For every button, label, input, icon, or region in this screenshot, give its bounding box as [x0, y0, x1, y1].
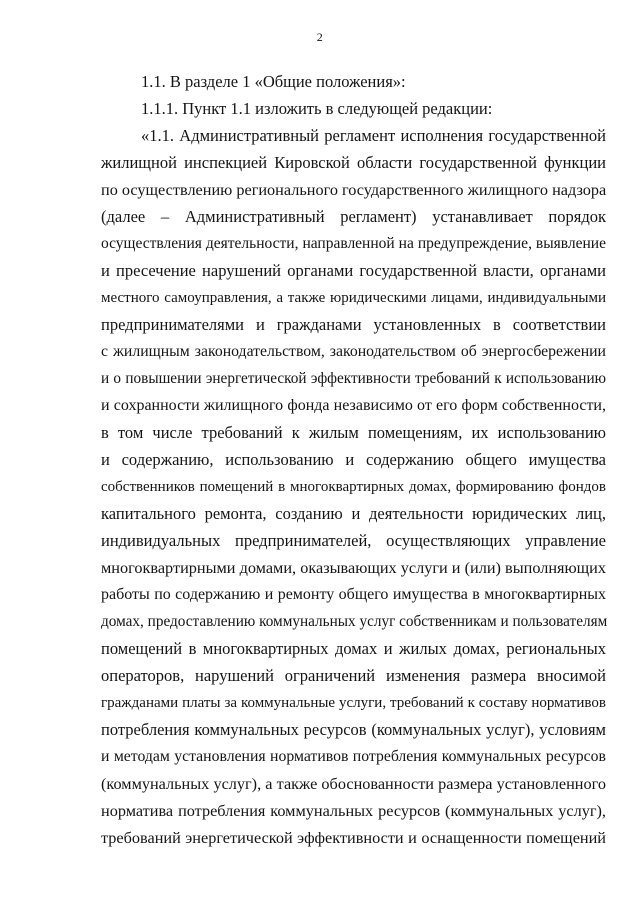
paragraph-line: операторов, нарушений ограничений изменения размера вносимой	[101, 666, 606, 685]
page-number: 2	[316, 30, 324, 44]
paragraph-line: жилищной инспекцией Кировской области государственной функции	[101, 153, 606, 172]
paragraph-line: и пресечение нарушений органами государственной власти, органами	[101, 261, 606, 280]
section-heading: 1.1. В разделе 1 «Общие положения»:	[141, 72, 406, 91]
paragraph-line: по осуществлению регионального государственного жилищного надзора	[101, 181, 607, 199]
paragraph-line: с жилищным законодательством, законодательством об энергосбережении	[101, 343, 606, 360]
paragraph-line: помещений в многоквартирных домах и жилых домах, региональных	[101, 639, 606, 658]
paragraph-line: норматива потребления коммунальных ресурсов (коммунальных услуг),	[101, 802, 606, 820]
paragraph-line: капитального ремонта, созданию и деятельности юридических лиц,	[101, 504, 606, 523]
paragraph-line: и содержанию, использованию и содержанию общего имущества	[101, 450, 606, 469]
paragraph-line: (коммунальных услуг), а также обоснованности размера установленного	[101, 775, 606, 793]
paragraph-line: и о повышении энергетической эффективности требований к использованию	[101, 370, 606, 387]
paragraph-line: местного самоуправления, а также юридическими лицами, индивидуальными	[101, 290, 606, 306]
paragraph-line: потребления коммунальных ресурсов (коммунальных услуг), условиям	[101, 720, 606, 739]
paragraph-line: и методам установления нормативов потребления коммунальных ресурсов	[101, 748, 606, 765]
paragraph-line: предпринимателями и гражданами установленных в соответствии	[101, 315, 606, 334]
paragraph-line: домах, предоставлению коммунальных услуг собственникам и пользователям	[101, 613, 608, 630]
paragraph-line: требований энергетической эффективности и оснащенности помещений	[101, 829, 606, 847]
paragraph-line: в том числе требований к жилым помещениям, их использованию	[101, 423, 606, 442]
paragraph-line: работы по содержанию и ремонту общего имущества в многоквартирных	[101, 586, 606, 603]
paragraph-line: многоквартирными домами, оказывающих услуги и (или) выполняющих	[101, 559, 606, 577]
paragraph-line: (далее – Административный регламент) устанавливает порядок	[101, 207, 606, 226]
paragraph-line: «1.1. Административный регламент исполнения государственной	[141, 126, 606, 145]
paragraph-line: индивидуальных предпринимателей, осуществляющих управление	[101, 531, 606, 550]
paragraph-line: и сохранности жилищного фонда независимо от его форм собственности,	[101, 397, 606, 414]
paragraph-line: осуществления деятельности, направленной на предупреждение, выявление	[101, 235, 606, 252]
subsection-heading: 1.1.1. Пункт 1.1 изложить в следующей редакции:	[141, 99, 493, 118]
paragraph-line: гражданами платы за коммунальные услуги, требований к составу нормативов	[101, 695, 606, 711]
paragraph-line: собственников помещений в многоквартирных домах, формированию фондов	[101, 479, 606, 495]
